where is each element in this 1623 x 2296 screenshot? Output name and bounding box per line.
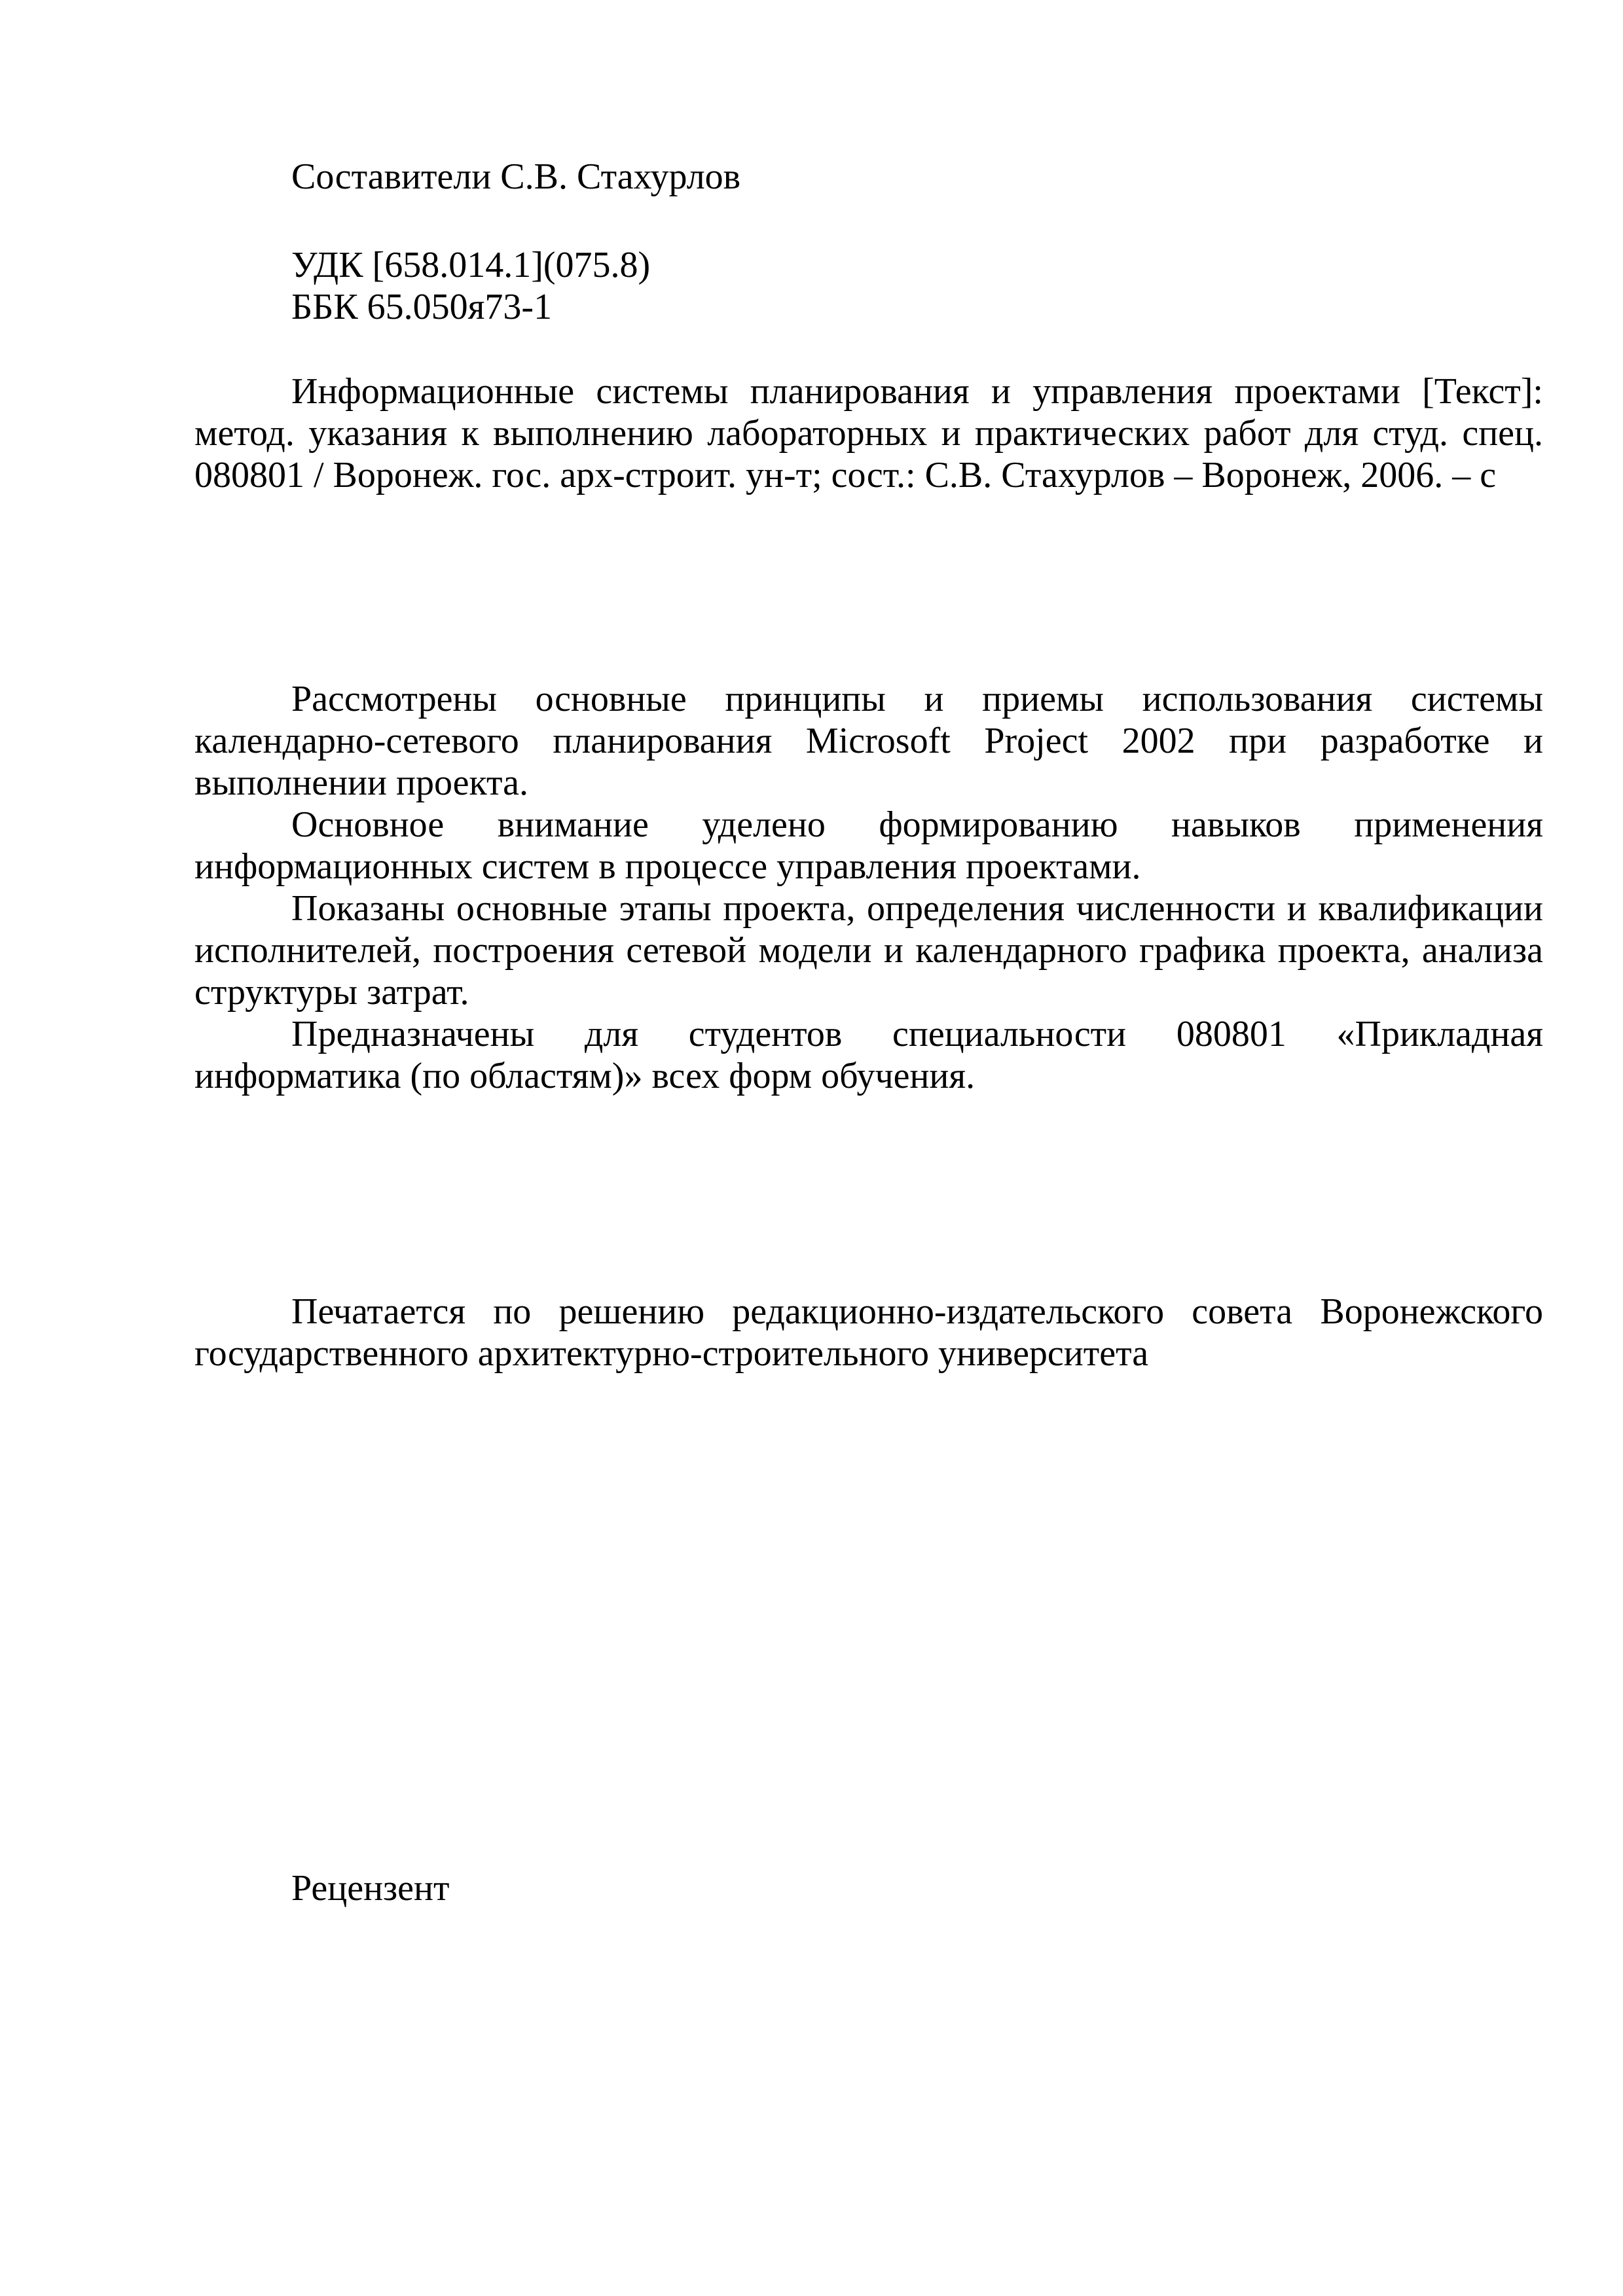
bibliographic-description: Информационные системы планирования и управления проектами [Текст]: метод. указания к выполнению лабораторных и практических работ для студ. спец. 080801 / Воронеж. гос. арх-строит. ун-т; сост.: С.В. Стахурлов – Воронеж, 2006. – с: [194, 371, 1543, 495]
compilers-line: Составители С.В. Стахурлов: [291, 156, 741, 197]
reviewer-label: Рецензент: [291, 1868, 450, 1909]
printed-by-decision-block: [194, 1291, 1543, 1374]
annotation-paragraph: Предназначены для студентов специальности 080801 «Прикладная информатика (по областям)» всех форм обучения.: [194, 1014, 1543, 1096]
bibliographic-description-block: [194, 370, 1543, 496]
udk-code: УДК [658.014.1](075.8): [291, 245, 651, 285]
annotation-paragraph: Показаны основные этапы проекта, определения численности и квалификации исполнителей, построения сетевой модели и календарного графика проекта, анализа структуры затрат.: [194, 888, 1543, 1013]
annotation-block: [194, 678, 1543, 1097]
printed-by-decision: Печатается по решению редакционно-издательского совета Воронежского государственного архитектурно-строительного университета: [194, 1291, 1543, 1374]
annotation-paragraph: Основное внимание уделено формированию навыков применения информационных систем в процессе управления проектами.: [194, 804, 1543, 887]
bbk-code: ББК 65.050я73-1: [291, 287, 553, 327]
annotation-paragraph: Рассмотрены основные принципы и приемы использования системы календарно-сетевого планирования Microsoft Project 2002 при разработке и выполнении проекта.: [194, 679, 1543, 803]
